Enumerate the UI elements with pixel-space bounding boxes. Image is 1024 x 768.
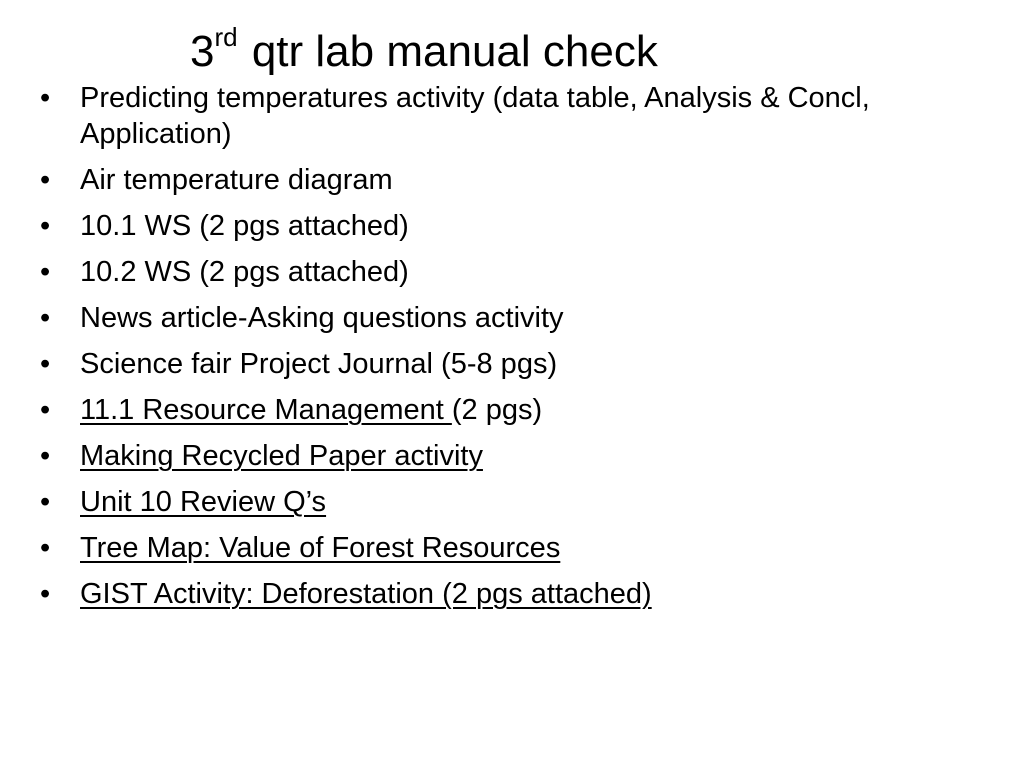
- title-ordinal-suffix: rd: [214, 22, 238, 52]
- bullet-list: [40, 80, 960, 622]
- bullet-point-icon: •: [40, 256, 51, 288]
- title-ordinal-number: 3: [190, 27, 215, 76]
- bullet-item: [40, 392, 960, 428]
- slide-title: [190, 22, 658, 76]
- bullet-item: [40, 208, 960, 244]
- bullet-item: [40, 530, 960, 566]
- bullet-item: [40, 576, 960, 612]
- bullet-text: Air temperature diagram: [80, 164, 393, 196]
- title-text: qtr lab manual check: [239, 27, 658, 76]
- bullet-text-underlined: Unit 10 Review Q’s: [80, 486, 327, 518]
- bullet-text: Science fair Project Journal (5-8 pgs): [80, 348, 558, 380]
- bullet-item: [40, 300, 960, 336]
- bullet-point-icon: •: [40, 532, 51, 564]
- bullet-point-icon: •: [40, 348, 51, 380]
- bullet-item: [40, 438, 960, 474]
- bullet-text: Predicting temperatures activity (data table, Analysis & Concl, Application): [80, 82, 870, 150]
- bullet-text-underlined: Making Recycled Paper activity: [80, 440, 483, 472]
- bullet-point-icon: •: [40, 210, 51, 242]
- bullet-text-underlined: Tree Map: Value of Forest Resources: [80, 532, 561, 564]
- bullet-text-underlined: GIST Activity: Deforestation (2 pgs attached): [80, 578, 652, 610]
- bullet-item: [40, 346, 960, 382]
- bullet-text-suffix: (2 pgs): [451, 394, 543, 426]
- bullet-text-underlined: 11.1 Resource Management: [80, 394, 452, 426]
- bullet-item: [40, 484, 960, 520]
- bullet-item: [40, 162, 960, 198]
- bullet-item: [40, 254, 960, 290]
- bullet-point-icon: •: [40, 164, 51, 196]
- bullet-text: News article-Asking questions activity: [80, 302, 564, 334]
- bullet-point-icon: •: [40, 82, 51, 114]
- bullet-item: [40, 80, 960, 152]
- bullet-point-icon: •: [40, 440, 51, 472]
- bullet-point-icon: •: [40, 486, 51, 518]
- bullet-text: 10.1 WS (2 pgs attached): [80, 210, 409, 242]
- bullet-text: 10.2 WS (2 pgs attached): [80, 256, 409, 288]
- bullet-point-icon: •: [40, 302, 51, 334]
- bullet-point-icon: •: [40, 578, 51, 610]
- bullet-point-icon: •: [40, 394, 51, 426]
